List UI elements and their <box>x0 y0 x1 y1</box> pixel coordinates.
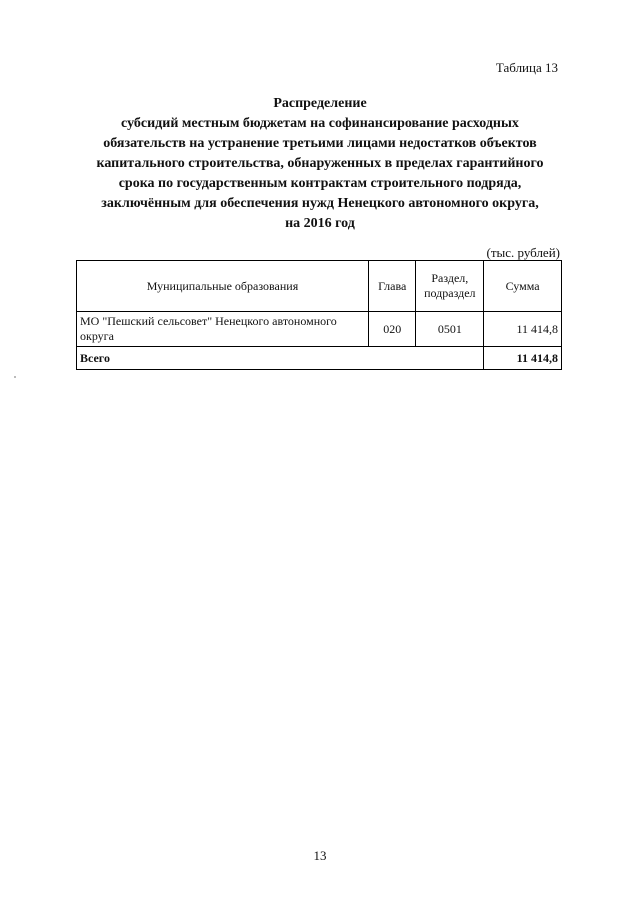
cell-glava: 020 <box>369 312 416 347</box>
title-line: заключённым для обеспечения нужд Ненецкого автономного округа, <box>101 196 539 211</box>
units-label: (тыс. рублей) <box>486 245 560 260</box>
table-row <box>77 312 562 347</box>
header-summa: Сумма <box>484 261 562 312</box>
total-row <box>77 347 562 370</box>
total-label: Всего <box>77 347 484 370</box>
header-razdel-line2: подраздел <box>424 286 476 300</box>
table-header-row <box>77 261 562 312</box>
total-summa: 11 414,8 <box>484 347 562 370</box>
title-line: субсидий местным бюджетам на софинансирование расходных <box>121 116 519 131</box>
cell-razdel: 0501 <box>416 312 484 347</box>
title-line: капитального строительства, обнаруженных в пределах гарантийного <box>96 156 544 171</box>
header-razdel-line1: Раздел, <box>431 271 469 285</box>
header-glava: Глава <box>369 261 416 312</box>
document-title <box>60 94 580 234</box>
cell-summa: 11 414,8 <box>484 312 562 347</box>
title-line: Распределение <box>273 96 367 111</box>
cell-municipality-line2: округа <box>80 329 114 343</box>
subsidy-table <box>76 260 562 370</box>
table-number-label: Таблица 13 <box>495 60 558 75</box>
title-line: на 2016 год <box>285 216 355 231</box>
page-number: 13 <box>313 848 327 863</box>
cell-municipality <box>77 312 369 347</box>
scan-artifact <box>14 376 16 378</box>
title-line: обязательств на устранение третьими лицами недостатков объектов <box>103 136 537 151</box>
cell-municipality-line1: МО "Пешский сельсовет" Ненецкого автономного <box>80 314 337 328</box>
header-razdel <box>416 261 484 312</box>
header-municipalities: Муниципальные образования <box>77 261 369 312</box>
title-line: срока по государственным контрактам строительного подряда, <box>118 176 522 191</box>
